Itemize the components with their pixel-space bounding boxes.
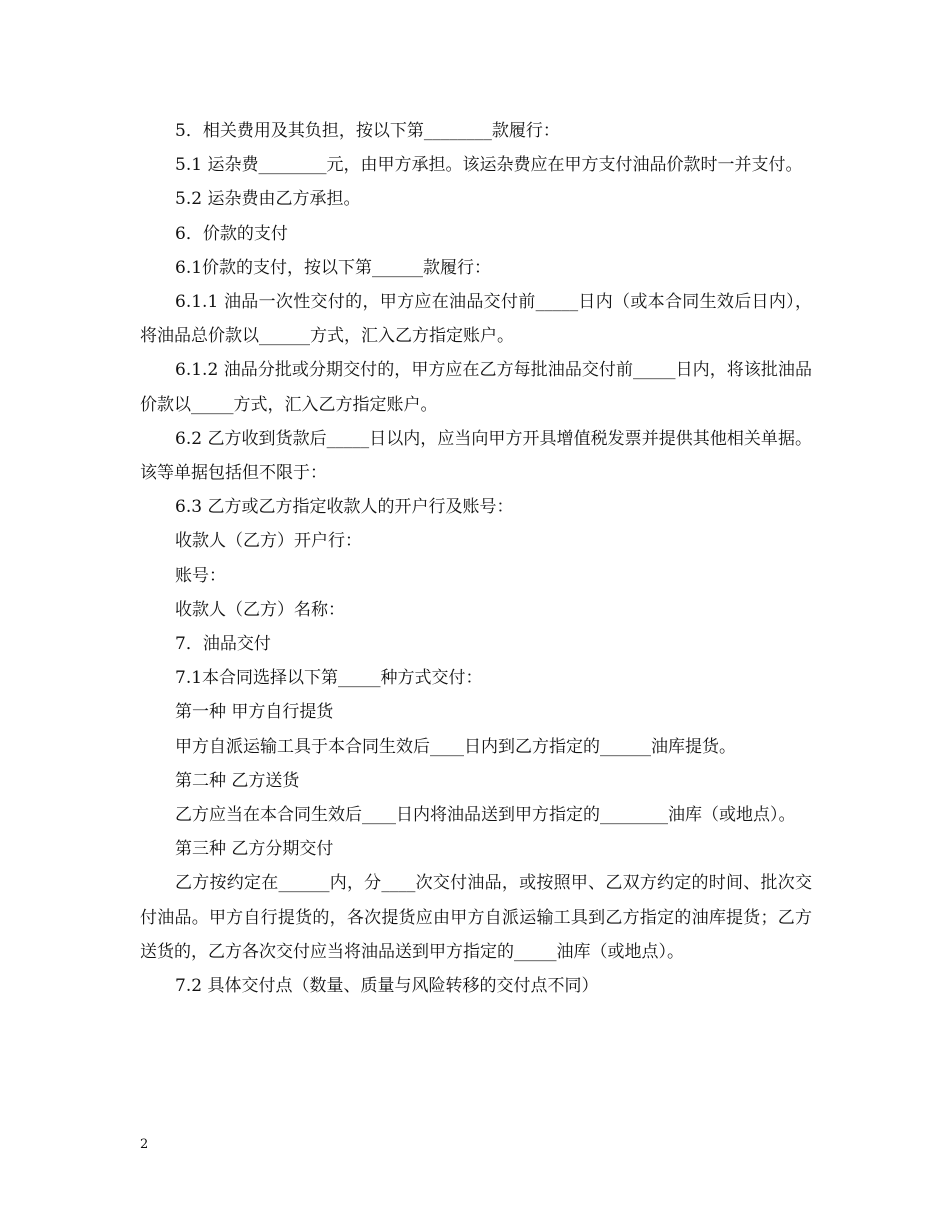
clause-7-2: 7.2 具体交付点（数量、质量与风险转移的交付点不同） [175,976,599,997]
option-3-text: 乙方按约定在______内，分____次交付油品，或按照甲、乙双方约定的时间、批次交付油品。甲方自行提货的，各次提货应由甲方自派运输工具到乙方指定的油库提货；乙方送货的，乙方各次交付应当将油品送到甲方指定的_____油库（或地点）。 [140,873,812,962]
payee-bank-line: 收款人（乙方）开户行： [175,531,362,552]
clause-7-1: 7.1本合同选择以下第_____种方式交付： [175,668,483,689]
account-number-line: 账号： [175,565,226,586]
clause-5: 5．相关费用及其负担，按以下第________款履行： [175,121,560,141]
option-3-heading: 第三种 乙方分期交付 [175,839,334,860]
clause-5-2: 5.2 运杂费由乙方承担。 [175,189,361,210]
clause-7-heading: 7．油品交付 [175,634,271,655]
option-2-heading: 第二种 乙方送货 [175,770,300,791]
clause-6-3: 6.3 乙方或乙方指定收款人的开户行及账号： [175,497,514,518]
option-1-text: 甲方自派运输工具于本合同生效后____日内到乙方指定的______油库提货。 [175,736,736,757]
option-2-text: 乙方应当在本合同生效后____日内将油品送到甲方指定的________油库（或地点）。 [175,805,796,826]
contract-body [140,114,812,1003]
clause-5-1: 5.1 运杂费________元，由甲方承担。该运杂费应在甲方支付油品价款时一并支付。 [175,155,803,176]
clause-6-2: 6.2 乙方收到货款后_____日以内，应当向甲方开具增值税发票并提供其他相关单据。该等单据包括但不限于： [140,428,812,484]
clause-6-heading: 6．价款的支付 [175,223,288,244]
page-number: 2 [140,1137,149,1152]
payee-name-line: 收款人（乙方）名称： [175,599,345,620]
clause-6-1: 6.1价款的支付，按以下第______款履行： [175,257,492,278]
clause-6-1-1: 6.1.1 油品一次性交付的，甲方应在油品交付前_____日内（或本合同生效后日内），将油品总价款以______方式，汇入乙方指定账户。 [140,292,812,347]
clause-6-1-2: 6.1.2 油品分批或分期交付的，甲方应在乙方每批油品交付前_____日内，将该批油品价款以_____方式，汇入乙方指定账户。 [140,360,812,415]
option-1-heading: 第一种 甲方自行提货 [175,702,334,723]
